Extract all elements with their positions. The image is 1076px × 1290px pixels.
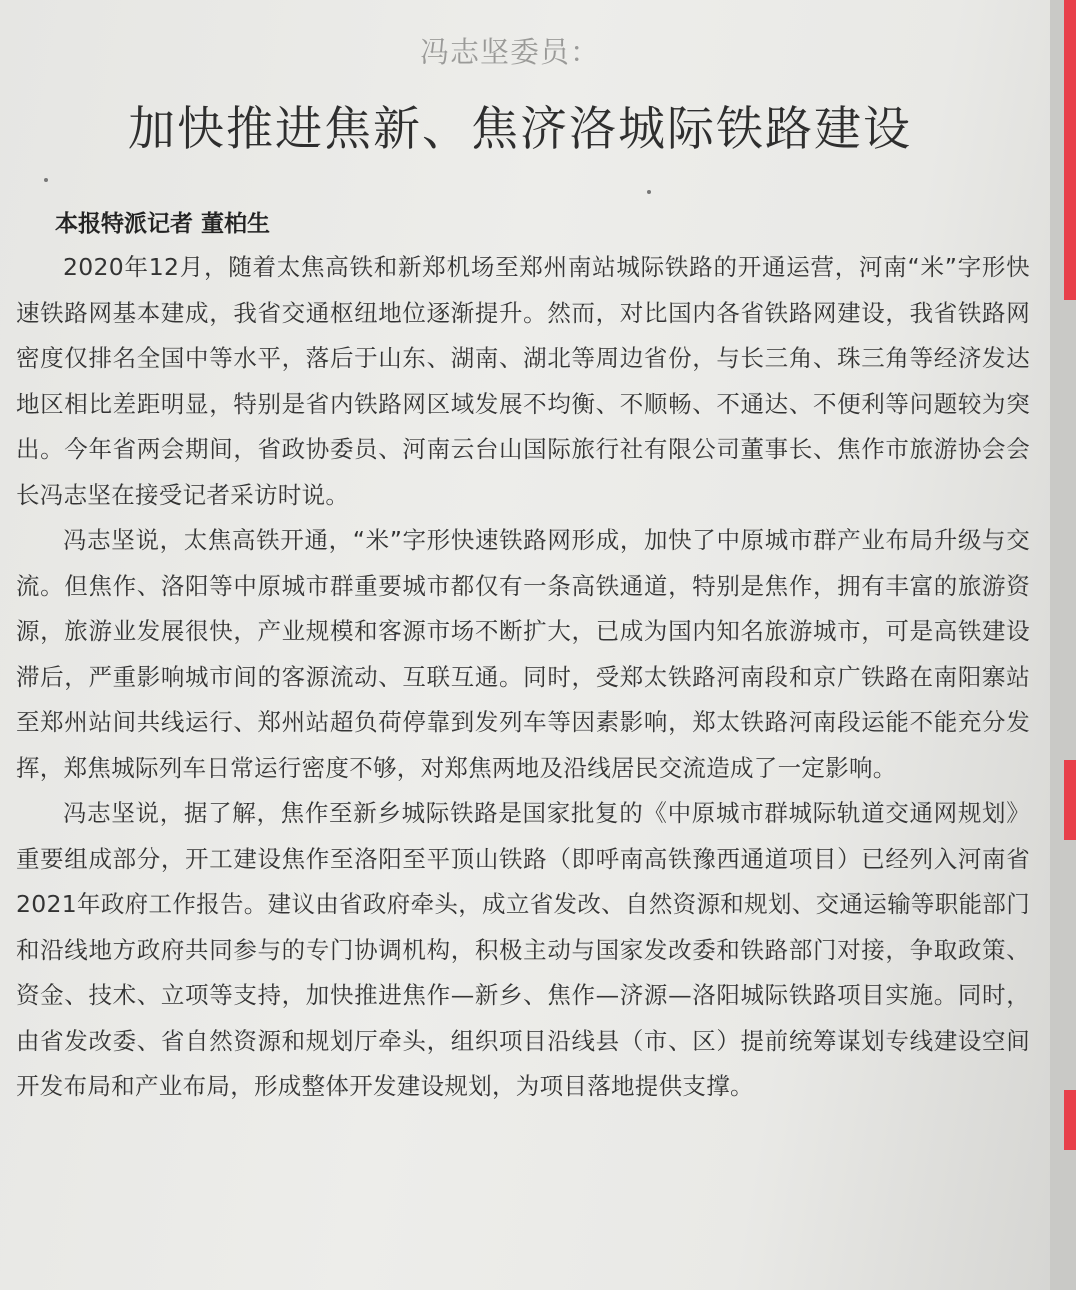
article-byline: 本报特派记者 董柏生 — [55, 211, 271, 237]
article-paragraph: 冯志坚说，据了解，焦作至新乡城际铁路是国家批复的《中原城市群城际轨道交通网规划》重要组成部分，开工建设焦作至洛阳至平顶山铁路（即呼南高铁豫西通道项目）已经列入河南省2021年政府工作报告。建议由省政府牵头，成立省发改、自然资源和规划、交通运输等职能部门和沿线地方政府共同参与的专门协调机构，积极主动与国家发改委和铁路部门对接，争取政策、资金、技术、立项等支持，加快推进焦作—新乡、焦作—济源—洛阳城际铁路项目实施。同时，由省发改委、省自然资源和规划厅牵头，组织项目沿线县（市、区）提前统筹谋划专线建设空间开发布局和产业布局，形成整体开发建设规划，为项目落地提供支撑。 — [16, 799, 1030, 1100]
print-speck — [44, 178, 48, 182]
article-paragraph: 冯志坚说，太焦高铁开通，“米”字形快速铁路网形成，加快了中原城市群产业布局升级与交流。但焦作、洛阳等中原城市群重要城市都仅有一条高铁通道，特别是焦作，拥有丰富的旅游资源，旅游业发展很快，产业规模和客源市场不断扩大，已成为国内知名旅游城市，可是高铁建设滞后，严重影响城市间的客源流动、互联互通。同时，受郑太铁路河南段和京广铁路在南阳寨站至郑州站间共线运行、郑州站超负荷停靠到发列车等因素影响，郑太铁路河南段运能不能充分发挥，郑焦城际列车日常运行密度不够，对郑焦两地及沿线居民交流造成了一定影响。 — [16, 526, 1030, 782]
article-kicker: 冯志坚委员： — [419, 35, 600, 69]
red-edge-stripe — [1064, 760, 1076, 840]
article-body — [16, 245, 1030, 1110]
red-edge-stripe — [1064, 1090, 1076, 1150]
article-paragraph: 2020年12月，随着太焦高铁和新郑机场至郑州南站城际铁路的开通运营，河南“米”字形快速铁路网基本建成，我省交通枢纽地位逐渐提升。然而，对比国内各省铁路网建设，我省铁路网密度仅排名全国中等水平，落后于山东、湖南、湖北等周边省份，与长三角、珠三角等经济发达地区相比差距明显，特别是省内铁路网区域发展不均衡、不顺畅、不通达、不便利等问题较为突出。今年省两会期间，省政协委员、河南云台山国际旅行社有限公司董事长、焦作市旅游协会会长冯志坚在接受记者采访时说。 — [16, 253, 1030, 509]
red-edge-stripe — [1064, 0, 1076, 300]
article-headline: 加快推进焦新、焦济洛城际铁路建设 — [128, 102, 912, 157]
print-speck — [647, 190, 651, 194]
